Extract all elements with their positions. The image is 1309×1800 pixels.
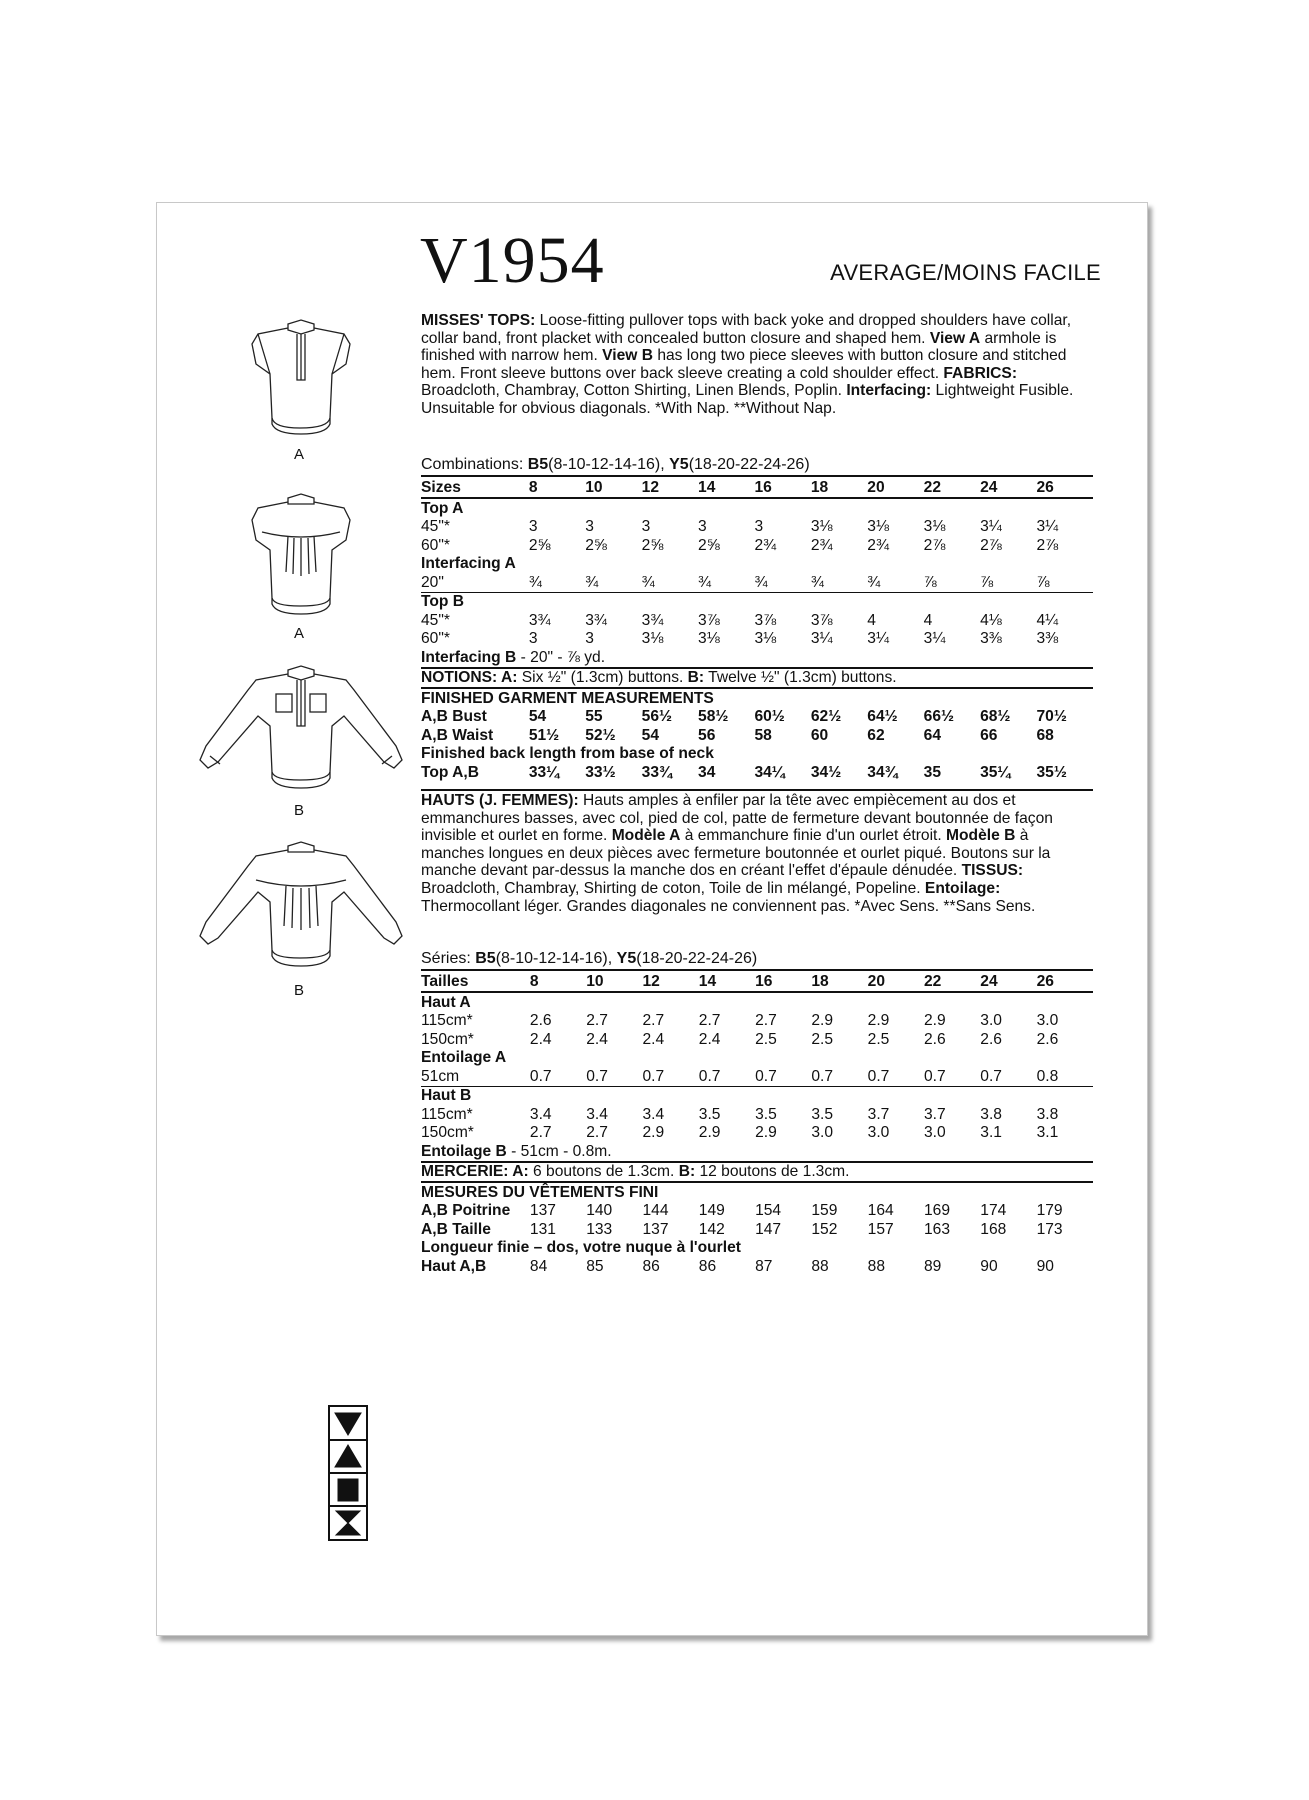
notions: NOTIONS: A: Six ½" (1.3cm) buttons. B: Twelve ½" (1.3cm) buttons. (421, 668, 1093, 689)
table-row: Top A,B 33¼ 33½ 33¾ 34 34¼ 34½ 34¾ 35 35¼ 35½ (421, 763, 1067, 781)
table-row: 115cm* 2.6 2.7 2.7 2.7 2.7 2.9 2.9 2.9 3.0 3.0 (421, 1012, 1059, 1030)
view-label: A (294, 446, 305, 463)
section-title: Top A (421, 499, 464, 517)
table-row: 115cm* 3.4 3.4 3.4 3.5 3.5 3.5 3.7 3.7 3.8 3.8 (421, 1105, 1059, 1123)
section-title: Haut A (421, 993, 471, 1011)
table-row: A,B Taille 131 133 137 142 147 152 157 163 168 173 (421, 1220, 1063, 1238)
table-row: 150cm* 2.7 2.7 2.9 2.9 2.9 3.0 3.0 3.0 3.1 3.1 (421, 1124, 1059, 1142)
hourglass-icon (336, 1511, 360, 1535)
french-yardage-table (421, 969, 1093, 1276)
section-title: Longueur finie – dos, votre nuque à l'ourlet (421, 1239, 741, 1257)
sizes-header-row: Tailles 8 10 12 14 16 18 20 22 24 26 (421, 970, 1093, 992)
square-icon (338, 1479, 358, 1501)
section-title: Top B (421, 592, 1093, 611)
table-row: 60"* 2⅝ 2⅝ 2⅝ 2⅝ 2¾ 2¾ 2¾ 2⅞ 2⅞ 2⅞ (421, 536, 1059, 554)
french-combinations: Séries: B5(8-10-12-14-16), Y5(18-20-22-24-26) (421, 950, 758, 967)
section-title: Haut B (421, 1086, 1093, 1105)
interfacing-b-note: Interfacing B - 20" - ⅞ yd. (421, 648, 606, 666)
english-description: MISSES' TOPS: Loose-fitting pullover tops with back yoke and dropped shoulders have collar, collar band, front placket with concealed button closure and shaped hem. View A armhole is finished with narrow hem. View B has long two piece sleeves with button closure and stitched hem. Front sleeve buttons over back sleeve creating a cold shoulder effect. FABRICS: Broadcloth, Chambray, Cotton Shirting, Linen Blends, Poplin. Interfacing: Lightweight Fusible. Unsuitable for obvious diagonals. *With Nap. **Without Nap. (421, 312, 1074, 417)
table-row: 60"* 3 3 3⅛ 3⅛ 3⅛ 3¼ 3¼ 3¼ 3⅜ 3⅜ (421, 630, 1059, 648)
triangle-down-icon (335, 1413, 361, 1435)
view-a-front-sketch (248, 318, 354, 440)
table-row: 51cm 0.7 0.7 0.7 0.7 0.7 0.7 0.7 0.7 0.7 0.8 (421, 1067, 1059, 1085)
view-label: B (294, 802, 305, 819)
french-description: HAUTS (J. FEMMES): Hauts amples à enfiler par la tête avec empiècement au dos et emmanchures basses, avec col, pied de col, patte de fermeture devant boutonnée de façon invisible et ourlet en forme. Modèle A à emmanchure finie d'un ourlet étroit. Modèle B à manches longues en deux pièces avec fermeture boutonnée et ourlet piqué. Boutons sur la manche devant par-dessus la manche dos en créant l'effet d'épaule dénudée. TISSUS: Broadcloth, Chambray, Shirting de coton, Toile de lin mélangé, Popeline. Entoilage: Thermocollant léger. Grandes diagonales ne conviennent pas. *Avec Sens. **Sans Sens. (421, 789, 1093, 915)
pattern-symbol-legend (328, 1405, 368, 1541)
difficulty-level: AVERAGE/MOINS FACILE (830, 260, 1101, 285)
table-row: 45"* 3¾ 3¾ 3¾ 3⅞ 3⅞ 3⅞ 4 4 4⅛ 4¼ (421, 611, 1059, 629)
table-row: A,B Waist 51½ 52½ 54 56 58 60 62 64 66 68 (421, 726, 1054, 744)
view-b-back-sketch (196, 840, 406, 974)
mercerie: MERCERIE: A: 6 boutons de 1.3cm. B: 12 boutons de 1.3cm. (421, 1162, 1093, 1183)
entoilage-b-note: Entoilage B - 51cm - 0.8m. (421, 1142, 612, 1160)
view-a-back-sketch (248, 492, 354, 620)
pattern-number: V1954 (420, 224, 605, 297)
section-title: Entoilage A (421, 1049, 507, 1067)
english-yardage-table (421, 475, 1093, 782)
sizes-header-row: Sizes 8 10 12 14 16 18 20 22 24 26 (421, 476, 1093, 498)
section-title: Interfacing A (421, 555, 516, 573)
english-combinations: Combinations: B5(8-10-12-14-16), Y5(18-20-22-24-26) (421, 456, 810, 473)
view-label: B (294, 982, 305, 999)
table-row: A,B Bust 54 55 56½ 58½ 60½ 62½ 64½ 66½ 68½ 70½ (421, 708, 1067, 726)
section-title: Finished back length from base of neck (421, 745, 714, 763)
view-label: A (294, 625, 305, 642)
section-title: FINISHED GARMENT MEASUREMENTS (421, 688, 1093, 708)
section-title: MESURES DU VÊTEMENTS FINI (421, 1182, 1093, 1202)
table-row: 45"* 3 3 3 3 3 3⅛ 3⅛ 3⅛ 3¼ 3¼ (421, 518, 1059, 536)
view-b-front-sketch (196, 664, 406, 794)
table-row: Haut A,B 84 85 86 86 87 88 88 89 90 90 (421, 1257, 1054, 1275)
triangle-up-icon (335, 1445, 361, 1467)
table-row: A,B Poitrine 137 140 144 149 154 159 164 169 174 179 (421, 1202, 1063, 1220)
table-row: 20" ¾ ¾ ¾ ¾ ¾ ¾ ¾ ⅞ ⅞ ⅞ (421, 573, 1050, 591)
table-row: 150cm* 2.4 2.4 2.4 2.4 2.5 2.5 2.5 2.6 2.6 2.6 (421, 1030, 1059, 1048)
